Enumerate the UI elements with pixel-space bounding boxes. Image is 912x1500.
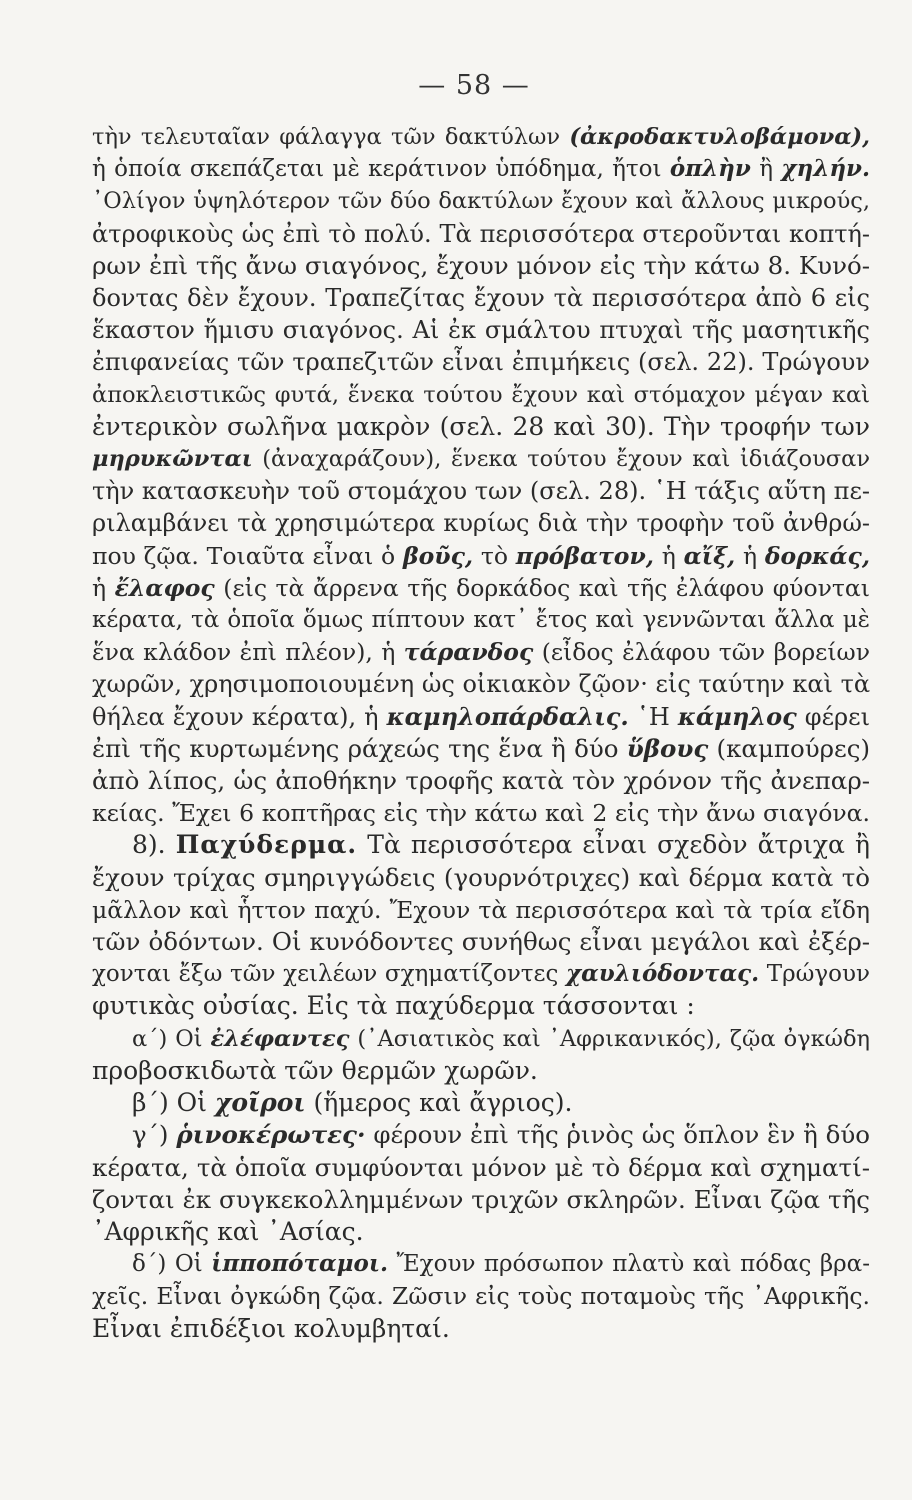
text-segment: ἔχουν τρίχας σμηριγγώδεις (γουρνότριχες) καὶ δέρμα κατὰ τὸ — [92, 862, 870, 892]
text-line — [92, 1216, 870, 1248]
term-highlight: ὕβους — [626, 733, 709, 763]
text-segment: (ἥμερος καὶ ἄγριος). — [305, 1088, 573, 1118]
text-segment: ἕκαστον ἥμισυ σιαγόνος. Αἱ ἐκ σμάλτου πτυχαὶ τῆς μασητικῆς — [92, 316, 870, 345]
text-segment: ἡ — [653, 541, 684, 570]
text-line — [92, 829, 870, 861]
text-line — [92, 668, 870, 700]
term-highlight: μηρυκῶνται — [92, 446, 253, 473]
text-segment: ἡ — [92, 573, 115, 602]
page-number: — 58 — — [418, 70, 530, 101]
term-highlight: βοῦς, — [403, 541, 474, 570]
text-segment: δοντας δὲν ἔχουν. Τραπεζίτας ἔχουν τὰ περισσότερα ἀπὸ 6 εἰς — [92, 284, 870, 313]
text-line — [92, 572, 870, 604]
term-highlight: αἴξ, — [683, 541, 736, 570]
text-line — [92, 990, 870, 1022]
text-line — [92, 894, 870, 926]
text-segment: γ΄) — [132, 1120, 177, 1150]
text-line — [92, 540, 870, 572]
text-segment: κέρατα, τὰ ὁποῖα συμφύονται μόνον μὲ τὸ δέρμα καὶ σχηματί- — [92, 1152, 870, 1182]
body-text — [92, 121, 870, 1345]
text-line — [92, 475, 870, 507]
text-line — [92, 636, 870, 668]
text-segment: ἐπιφανείας τῶν τραπεζιτῶν εἶναι ἐπιμήκεις (σελ. 22). Τρώγουν — [92, 348, 870, 377]
text-segment: τὴν κατασκευὴν τοῦ στομάχου των (σελ. 28). ῾Η τάξις αὕτη πε- — [92, 477, 870, 506]
text-segment: τὴν τελευταῖαν φάλαγγα τῶν δακτύλων — [92, 124, 570, 150]
text-line — [92, 1248, 870, 1280]
term-highlight: καμηλοπάρδαλις. — [386, 701, 629, 731]
term-highlight: ἔλαφος — [114, 573, 215, 602]
text-segment: κέρατα, τὰ ὁποῖα ὅμως πίπτουν κατ᾿ ἔτος καὶ γεννῶνται ἄλλα μὲ — [92, 607, 870, 634]
text-line — [92, 185, 870, 217]
text-line — [92, 926, 870, 958]
text-segment: Ἔχουν πρόσωπον πλατὺ καὶ πόδας βρα- — [388, 1251, 870, 1278]
text-segment: ἕνα κλάδον ἐπὶ πλέον), ἡ — [92, 638, 404, 667]
term-highlight: ῥινοκέρωτες· — [176, 1120, 366, 1150]
text-line — [92, 1119, 870, 1151]
text-line — [92, 379, 870, 411]
text-segment: τῶν ὀδόντων. Οἱ κυνόδοντες συνήθως εἶναι μεγάλοι καὶ ἐξέρ- — [92, 927, 870, 957]
term-highlight: κάμηλος — [677, 701, 797, 731]
text-segment: ἀποκλειστικῶς φυτά, ἕνεκα τούτου ἔχουν καὶ στόμαχον μέγαν καὶ — [92, 381, 870, 408]
text-line — [92, 797, 870, 829]
text-line — [92, 1023, 870, 1055]
text-segment: β΄) Οἱ — [132, 1088, 215, 1118]
text-line — [92, 862, 870, 894]
text-line — [92, 1280, 870, 1312]
text-line — [92, 153, 870, 185]
text-segment: δ΄) Οἱ — [132, 1251, 212, 1278]
text-line — [92, 1087, 870, 1119]
text-segment: (᾿Ασιατικὸς καὶ ᾿Αφρικανικός), ζῷα ὀγκώδη — [349, 1025, 871, 1052]
text-segment: ᾿Αφρικῆς καὶ ᾿Ασίας. — [92, 1216, 364, 1246]
text-line — [92, 604, 870, 636]
text-segment: τὸ — [473, 541, 516, 570]
text-line — [92, 1184, 870, 1216]
text-line — [92, 507, 870, 539]
text-segment: (εἰς τὰ ἄρρενα τῆς δορκάδος καὶ τῆς ἐλάφου φύονται — [214, 573, 870, 602]
text-segment: ἀπὸ λίπος, ὡς ἀποθήκην τροφῆς κατὰ τὸν χρόνον τῆς ἀνεπαρ- — [92, 766, 870, 796]
text-segment: ἀτροφικοὺς ὡς ἐπὶ τὸ πολύ. Τὰ περισσότερα στεροῦνται κοπτή- — [92, 219, 870, 248]
text-segment: ῾Η — [628, 702, 678, 731]
text-segment: χεῖς. Εἶναι ὀγκώδη ζῷα. Ζῶσιν εἰς τοὺς ποταμοὺς τῆς ᾿Αφρικῆς. — [92, 1282, 870, 1311]
section-heading: Παχύδερμα. — [175, 830, 358, 860]
text-line — [92, 121, 870, 153]
text-segment: θήλεα ἔχουν κέρατα), ἡ — [92, 702, 387, 731]
text-segment: κείας. Ἔχει 6 κοπτῆρας εἰς τὴν κάτω καὶ 2 εἰς τὴν ἄνω σιαγόνα. — [92, 799, 870, 828]
term-highlight: ἐλέφαντες — [210, 1025, 350, 1052]
text-line — [92, 218, 870, 250]
text-line — [92, 250, 870, 282]
term-highlight: ἱπποπόταμοι. — [211, 1250, 388, 1278]
text-line — [92, 765, 870, 797]
term-highlight: τάρανδος — [403, 638, 534, 667]
text-segment: (καμπούρες) — [708, 733, 871, 763]
term-highlight: χοῖροι — [214, 1088, 306, 1118]
text-segment: ριλαμβάνει τὰ χρησιμώτερα κυρίως διὰ τὴν τροφὴν τοῦ ἀνθρώ- — [92, 509, 870, 538]
text-segment: που ζῷα. Τοιαῦτα εἶναι ὁ — [92, 541, 403, 570]
text-segment: (ἀναχαράζουν), ἕνεκα τούτου ἔχουν καὶ ἰδιάζουσαν — [252, 446, 870, 473]
text-segment: Τρώγουν — [759, 961, 870, 988]
term-highlight: ὁπλὴν — [669, 155, 751, 183]
text-segment: ἡ — [735, 541, 765, 570]
text-segment: προβοσκιδωτὰ τῶν θερμῶν χωρῶν. — [92, 1055, 538, 1085]
text-segment: Τὰ περισσότερα εἶναι σχεδὸν ἄτριχα ἢ — [357, 830, 870, 860]
text-line — [92, 314, 870, 346]
text-line — [92, 733, 870, 765]
text-segment: χονται ἔξω τῶν χειλέων σχηματίζοντες — [92, 961, 566, 988]
text-line — [92, 1055, 870, 1087]
text-segment: χωρῶν, χρησιμοποιουμένη ὡς οἰκιακὸν ζῷον· εἰς ταύτην καὶ τὰ — [92, 670, 871, 699]
text-segment: 8). — [132, 830, 176, 860]
text-line — [92, 346, 870, 378]
text-segment: μᾶλλον καὶ ἧττον παχύ. Ἔχουν τὰ περισσότερα καὶ τὰ τρία εἴδη — [92, 895, 870, 924]
text-segment: (εἶδος ἐλάφου τῶν βορείων — [533, 638, 870, 667]
text-segment: φέρουν ἐπὶ τῆς ῥινὸς ὡς ὅπλον ἓν ἢ δύο — [365, 1120, 870, 1150]
text-segment: Εἶναι ἐπιδέξιοι κολυμβηταί. — [92, 1313, 450, 1343]
text-segment: α΄) Οἱ — [132, 1025, 211, 1052]
term-highlight: χηλήν. — [781, 155, 871, 183]
text-segment: ἐντερικὸν σωλῆνα μακρὸν (σελ. 28 καὶ 30). Τὴν τροφήν των — [92, 411, 870, 441]
text-segment: φέρει — [796, 702, 870, 731]
term-highlight: δορκάς, — [764, 541, 871, 570]
text-segment: φυτικὰς οὐσίας. Εἰς τὰ παχύδερμα τάσσονται : — [92, 991, 695, 1021]
text-segment: ᾿Ολίγον ὑψηλότερον τῶν δύο δακτύλων ἔχουν καὶ ἄλλους μικρούς, — [92, 188, 870, 215]
text-line — [92, 282, 870, 314]
text-segment: ἢ — [750, 156, 782, 183]
text-line — [92, 443, 870, 475]
term-highlight: χαυλιόδοντας. — [565, 960, 760, 988]
text-segment: ζονται ἐκ συγκεκολλημμένων τριχῶν σκληρῶν. Εἶναι ζῷα τῆς — [92, 1184, 870, 1214]
text-segment: ἐπὶ τῆς κυρτωμένης ράχεώς της ἕνα ἢ δύο — [92, 733, 627, 763]
text-line — [92, 411, 870, 443]
text-segment: ἡ ὁποία σκεπάζεται μὲ κεράτινον ὑπόδημα, ἤτοι — [92, 156, 670, 183]
term-highlight: (ἀκροδακτυλοβάμονα), — [569, 124, 870, 150]
term-highlight: πρόβατον, — [515, 541, 654, 570]
text-segment: ρων ἐπὶ τῆς ἄνω σιαγόνος, ἔχουν μόνον εἰς τὴν κάτω 8. Κυνό- — [92, 250, 870, 280]
text-line — [92, 1313, 870, 1345]
text-line — [92, 701, 870, 733]
text-line — [92, 958, 870, 990]
text-line — [92, 1152, 870, 1184]
